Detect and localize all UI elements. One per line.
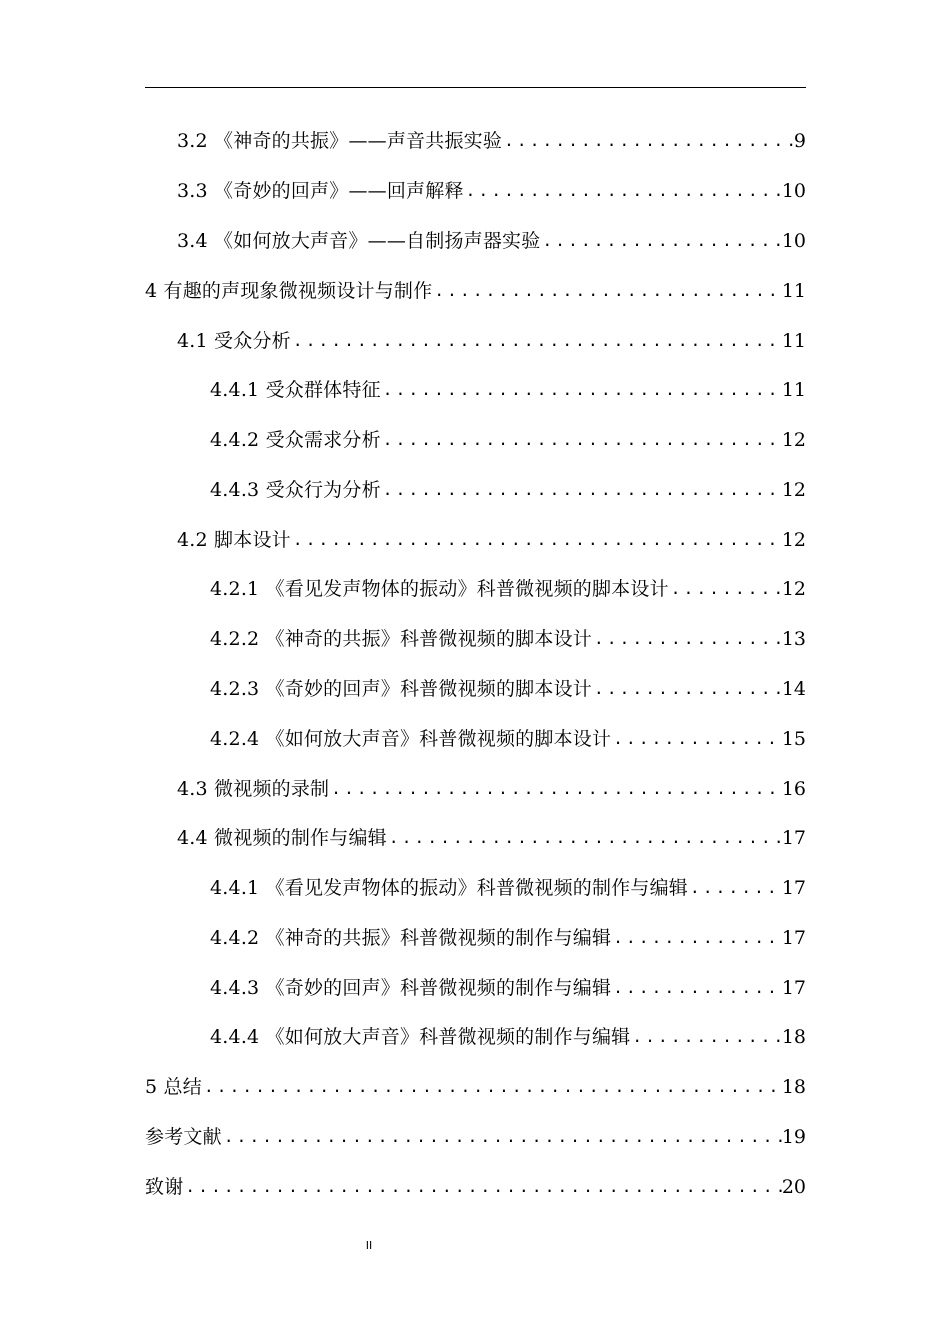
toc-entry-title: 4.2.3 《奇妙的回声》科普微视频的脚本设计 xyxy=(210,678,592,700)
toc-entry[interactable] xyxy=(177,523,806,557)
toc-page-number: 17 xyxy=(781,877,806,899)
toc-page-number: 17 xyxy=(781,977,806,999)
toc-page-number: 12 xyxy=(781,529,806,551)
toc-entry[interactable] xyxy=(177,124,806,158)
toc-page-number: 9 xyxy=(793,130,806,152)
toc-entry[interactable] xyxy=(177,324,806,358)
toc-page-number: 17 xyxy=(781,827,806,849)
toc-dot-leader xyxy=(502,124,794,158)
toc-dot-leader xyxy=(611,722,782,756)
toc-entry-title: 4.4.3 《奇妙的回声》科普微视频的制作与编辑 xyxy=(210,977,612,999)
toc-entry-title: 4.2.4 《如何放大声音》科普微视频的脚本设计 xyxy=(210,728,612,750)
toc-entry-title: 4.1 受众分析 xyxy=(177,330,291,352)
toc-dot-leader xyxy=(329,772,782,806)
toc-entry-title: 4.4.1 《看见发声物体的振动》科普微视频的制作与编辑 xyxy=(210,877,688,899)
toc-page-number: 14 xyxy=(781,678,806,700)
toc-entry-title: 3.2 《神奇的共振》——声音共振实验 xyxy=(177,130,503,152)
toc-dot-leader xyxy=(202,1070,782,1104)
toc-entry[interactable] xyxy=(145,1120,806,1154)
toc-entry[interactable] xyxy=(145,274,806,308)
toc-dot-leader xyxy=(183,1170,781,1204)
toc-page-number: 16 xyxy=(781,778,806,800)
toc-dot-leader xyxy=(387,821,782,855)
toc-entry-title: 5 总结 xyxy=(145,1076,202,1098)
toc-entry[interactable] xyxy=(145,1170,806,1204)
toc-dot-leader xyxy=(611,921,782,955)
toc-entry-title: 致谢 xyxy=(145,1176,184,1198)
toc-entry[interactable] xyxy=(177,174,806,208)
toc-dot-leader xyxy=(540,224,781,258)
toc-page-number: 11 xyxy=(781,280,806,302)
toc-page-number: 13 xyxy=(781,628,806,650)
toc-dot-leader xyxy=(381,373,782,407)
toc-entry-title: 4.3 微视频的录制 xyxy=(177,778,330,800)
toc-dot-leader xyxy=(381,423,782,457)
toc-entry-title: 4.4.3 受众行为分析 xyxy=(210,479,381,501)
toc-page-number: 12 xyxy=(781,578,806,600)
toc-dot-leader xyxy=(222,1120,782,1154)
toc-entry[interactable] xyxy=(210,622,806,656)
toc-dot-leader xyxy=(291,523,782,557)
toc-page-number: 17 xyxy=(781,927,806,949)
toc-dot-leader xyxy=(381,473,782,507)
toc-entry-title: 4.4.1 受众群体特征 xyxy=(210,379,381,401)
toc-entry[interactable] xyxy=(210,473,806,507)
toc-entry-title: 参考文献 xyxy=(145,1126,222,1148)
toc-entry[interactable] xyxy=(177,821,806,855)
toc-entry-title: 4.4 微视频的制作与编辑 xyxy=(177,827,387,849)
toc-page-number: 20 xyxy=(781,1176,806,1198)
toc-entry[interactable] xyxy=(210,871,806,905)
toc-page-number: 10 xyxy=(781,230,806,252)
toc-entry[interactable] xyxy=(177,224,806,258)
toc-entry[interactable] xyxy=(210,572,806,606)
toc-dot-leader xyxy=(669,572,782,606)
toc-dot-leader xyxy=(592,622,782,656)
toc-entry-title: 4.4.2 受众需求分析 xyxy=(210,429,381,451)
toc-dot-leader xyxy=(291,324,782,358)
toc-page-number: 19 xyxy=(781,1126,806,1148)
toc-entry-title: 4.2 脚本设计 xyxy=(177,529,291,551)
toc-dot-leader xyxy=(464,174,782,208)
toc-page-number: 11 xyxy=(781,379,806,401)
toc-dot-leader xyxy=(630,1020,781,1054)
toc-entry[interactable] xyxy=(177,772,806,806)
toc-entry-title: 3.3 《奇妙的回声》——回声解释 xyxy=(177,180,464,202)
toc-dot-leader xyxy=(592,672,782,706)
toc-entry[interactable] xyxy=(145,1070,806,1104)
toc-page-number: 12 xyxy=(781,479,806,501)
toc-entry-title: 3.4 《如何放大声音》——自制扬声器实验 xyxy=(177,230,541,252)
toc-entry[interactable] xyxy=(210,971,806,1005)
toc-page-number: 10 xyxy=(781,180,806,202)
toc-dot-leader xyxy=(432,274,781,308)
toc-entry-title: 4.4.2 《神奇的共振》科普微视频的制作与编辑 xyxy=(210,927,612,949)
toc-entry[interactable] xyxy=(210,722,806,756)
toc-page-number: 18 xyxy=(781,1076,806,1098)
toc-entry-title: 4.4.4 《如何放大声音》科普微视频的制作与编辑 xyxy=(210,1026,631,1048)
toc-page-number: 18 xyxy=(781,1026,806,1048)
toc-page-number: 11 xyxy=(781,330,806,352)
toc-entry[interactable] xyxy=(210,672,806,706)
toc-entry-title: 4.2.2 《神奇的共振》科普微视频的脚本设计 xyxy=(210,628,592,650)
toc-page-number: 15 xyxy=(781,728,806,750)
toc-entry-title: 4 有趣的声现象微视频设计与制作 xyxy=(145,280,433,302)
toc-entry[interactable] xyxy=(210,1020,806,1054)
toc-entry[interactable] xyxy=(210,921,806,955)
toc-dot-leader xyxy=(611,971,782,1005)
toc-entry-title: 4.2.1 《看见发声物体的振动》科普微视频的脚本设计 xyxy=(210,578,669,600)
toc-page-number: 12 xyxy=(781,429,806,451)
toc-entry[interactable] xyxy=(210,423,806,457)
toc-entry[interactable] xyxy=(210,373,806,407)
toc-dot-leader xyxy=(688,871,782,905)
footer-page-number: II xyxy=(365,1239,373,1252)
